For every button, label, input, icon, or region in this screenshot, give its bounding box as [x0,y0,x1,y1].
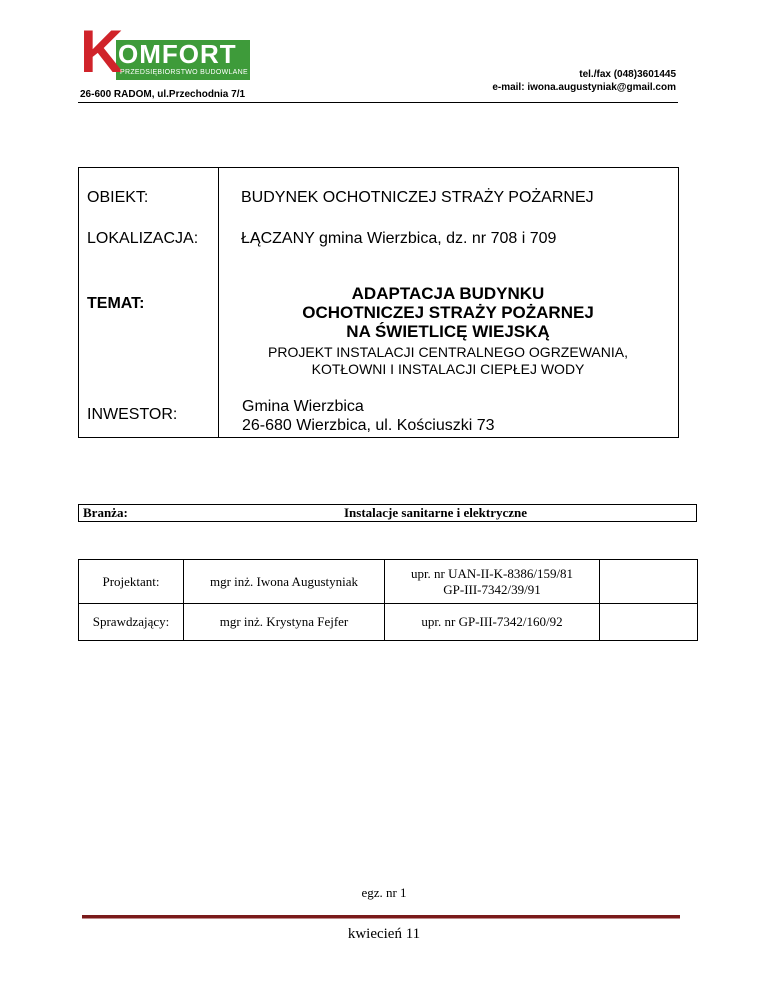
company-logo [80,18,252,85]
inwestor-label: INWESTOR: [87,406,178,423]
logo-name: OMFORT [118,39,237,69]
signature-cell [600,560,698,604]
company-address: 26-600 RADOM, ul.Przechodnia 7/1 [80,89,246,100]
designers-table [78,559,698,641]
footer-date: kwiecień 11 [347,926,421,942]
designer-role: Projektant: [79,560,184,604]
header-rule [78,102,678,103]
temat-label: TEMAT: [87,295,145,312]
signature-cell [600,604,698,641]
company-email: e-mail: iwona.augustyniak@gmail.com [492,82,676,93]
company-phone: tel./fax (048)3601445 [579,69,676,80]
table-row [79,560,698,604]
temat-sub-line: KOTŁOWNI I INSTALACJI CIEPŁEJ WODY [311,361,585,377]
lokalizacja-value: ŁĄCZANY gmina Wierzbica, dz. nr 708 i 709 [241,230,557,247]
company-contact [492,68,676,94]
license-line: upr. nr GP-III-7342/160/92 [421,614,563,629]
designer-license [385,560,600,604]
logo-subtitle: PRZEDSIĘBIORSTWO BUDOWLANE [120,69,248,76]
license-line: upr. nr UAN-II-K-8386/159/81 [410,565,574,581]
footer-rule-thin [82,918,680,919]
designer-license [385,604,600,641]
designer-role: Sprawdzający: [79,604,184,641]
branza-value: Instalacje sanitarne i elektryczne [344,505,528,520]
temat-subtitle [219,344,677,378]
copy-number: egz. nr 1 [361,885,407,900]
inwestor-line: 26-680 Wierzbica, ul. Kościuszki 73 [242,417,495,434]
temat-sub-line: PROJEKT INSTALACJI CENTRALNEGO OGRZEWANIA, [268,344,628,360]
obiekt-label: OBIEKT: [87,189,149,206]
branza-label: Branża: [83,505,128,520]
inwestor-value [242,397,495,435]
branza-box [78,504,697,522]
logo-letter: K [80,18,124,85]
temat-line: ADAPTACJA BUDYNKU [351,284,545,303]
project-info-box [78,167,679,438]
license-line: GP-III-7342/39/91 [443,581,541,597]
table-row [79,604,698,641]
obiekt-value: BUDYNEK OCHOTNICZEJ STRAŻY POŻARNEJ [241,189,594,206]
designer-name: mgr inż. Krystyna Fejfer [184,604,385,641]
temat-line: OCHOTNICZEJ STRAŻY POŻARNEJ [302,303,594,322]
temat-title [219,284,677,341]
lokalizacja-label: LOKALIZACJA: [87,230,199,247]
inwestor-line: Gmina Wierzbica [242,398,364,415]
designer-name: mgr inż. Iwona Augustyniak [184,560,385,604]
temat-line: NA ŚWIETLICĘ WIEJSKĄ [346,322,550,341]
